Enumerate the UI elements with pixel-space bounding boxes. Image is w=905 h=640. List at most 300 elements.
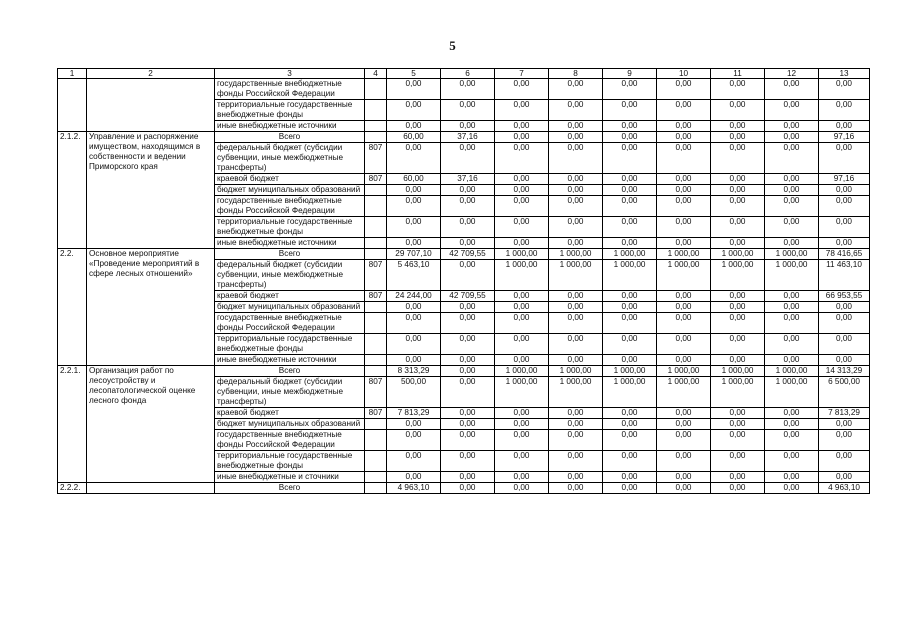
amount-cell: 0,00	[765, 355, 819, 366]
amount-cell: 66 953,55	[819, 291, 870, 302]
amount-cell: 0,00	[711, 483, 765, 494]
funding-source-cell: Всего	[215, 249, 365, 260]
amount-cell: 0,00	[495, 121, 549, 132]
amount-cell: 0,00	[657, 196, 711, 217]
amount-cell: 0,00	[549, 79, 603, 100]
amount-cell: 0,00	[549, 217, 603, 238]
item-name-cell: Управление и распоряжение имуществом, находящимся в собственности и ведении Приморского края	[87, 132, 215, 249]
budget-code-cell	[365, 313, 387, 334]
amount-cell: 0,00	[819, 143, 870, 174]
amount-cell: 0,00	[549, 291, 603, 302]
column-header: 4	[365, 69, 387, 79]
budget-code-cell	[365, 334, 387, 355]
amount-cell: 0,00	[765, 302, 819, 313]
amount-cell: 0,00	[387, 217, 441, 238]
amount-cell: 0,00	[765, 430, 819, 451]
amount-cell: 0,00	[495, 196, 549, 217]
amount-cell: 0,00	[657, 334, 711, 355]
amount-cell: 0,00	[603, 302, 657, 313]
table-row	[58, 366, 870, 377]
amount-cell: 0,00	[441, 451, 495, 472]
budget-code-cell	[365, 132, 387, 143]
amount-cell: 0,00	[603, 143, 657, 174]
amount-cell: 4 963,10	[819, 483, 870, 494]
amount-cell: 0,00	[765, 334, 819, 355]
amount-cell: 0,00	[765, 185, 819, 196]
amount-cell: 1 000,00	[657, 249, 711, 260]
amount-cell: 0,00	[603, 238, 657, 249]
funding-source-cell: бюджет муниципальных образований	[215, 419, 365, 430]
amount-cell: 0,00	[549, 100, 603, 121]
amount-cell: 0,00	[441, 196, 495, 217]
amount-cell: 0,00	[711, 79, 765, 100]
amount-cell: 0,00	[657, 313, 711, 334]
amount-cell: 0,00	[549, 132, 603, 143]
amount-cell: 0,00	[495, 79, 549, 100]
amount-cell: 0,00	[765, 196, 819, 217]
amount-cell: 0,00	[711, 291, 765, 302]
amount-cell: 0,00	[657, 121, 711, 132]
amount-cell: 0,00	[765, 100, 819, 121]
amount-cell: 0,00	[441, 302, 495, 313]
budget-code-cell	[365, 79, 387, 100]
amount-cell: 0,00	[711, 100, 765, 121]
amount-cell: 0,00	[603, 132, 657, 143]
amount-cell: 0,00	[657, 100, 711, 121]
amount-cell: 24 244,00	[387, 291, 441, 302]
amount-cell: 0,00	[711, 408, 765, 419]
budget-code-cell: 807	[365, 260, 387, 291]
amount-cell: 0,00	[495, 355, 549, 366]
amount-cell: 0,00	[495, 408, 549, 419]
amount-cell: 0,00	[549, 472, 603, 483]
amount-cell: 0,00	[441, 419, 495, 430]
budget-code-cell	[365, 302, 387, 313]
amount-cell: 0,00	[765, 217, 819, 238]
item-number-cell: 2.2.2.	[58, 483, 87, 494]
amount-cell: 0,00	[819, 196, 870, 217]
amount-cell: 0,00	[549, 334, 603, 355]
amount-cell: 500,00	[387, 377, 441, 408]
amount-cell: 0,00	[495, 430, 549, 451]
amount-cell: 0,00	[765, 121, 819, 132]
amount-cell: 14 313,29	[819, 366, 870, 377]
amount-cell: 0,00	[495, 451, 549, 472]
amount-cell: 0,00	[603, 185, 657, 196]
amount-cell: 0,00	[387, 100, 441, 121]
amount-cell: 0,00	[657, 408, 711, 419]
column-header: 3	[215, 69, 365, 79]
amount-cell: 0,00	[495, 291, 549, 302]
amount-cell: 0,00	[603, 291, 657, 302]
amount-cell: 0,00	[711, 419, 765, 430]
column-number-row	[58, 69, 870, 79]
column-header: 13	[819, 69, 870, 79]
amount-cell: 0,00	[765, 238, 819, 249]
amount-cell: 0,00	[549, 143, 603, 174]
amount-cell: 0,00	[765, 143, 819, 174]
amount-cell: 0,00	[765, 313, 819, 334]
amount-cell: 1 000,00	[495, 366, 549, 377]
amount-cell: 0,00	[765, 174, 819, 185]
amount-cell: 0,00	[549, 313, 603, 334]
column-header: 8	[549, 69, 603, 79]
amount-cell: 0,00	[387, 79, 441, 100]
amount-cell: 0,00	[765, 132, 819, 143]
amount-cell: 0,00	[657, 302, 711, 313]
amount-cell: 0,00	[495, 483, 549, 494]
funding-source-cell: территориальные государственные внебюджетные фонды	[215, 217, 365, 238]
amount-cell: 0,00	[765, 472, 819, 483]
column-header: 5	[387, 69, 441, 79]
amount-cell: 1 000,00	[495, 377, 549, 408]
amount-cell: 1 000,00	[549, 366, 603, 377]
amount-cell: 0,00	[765, 483, 819, 494]
amount-cell: 0,00	[711, 174, 765, 185]
amount-cell: 0,00	[819, 121, 870, 132]
amount-cell: 1 000,00	[657, 366, 711, 377]
amount-cell: 0,00	[711, 451, 765, 472]
budget-code-cell: 807	[365, 174, 387, 185]
amount-cell: 0,00	[387, 334, 441, 355]
amount-cell: 0,00	[441, 217, 495, 238]
amount-cell: 0,00	[819, 302, 870, 313]
amount-cell: 0,00	[603, 217, 657, 238]
amount-cell: 0,00	[711, 132, 765, 143]
amount-cell: 0,00	[657, 143, 711, 174]
amount-cell: 0,00	[765, 79, 819, 100]
amount-cell: 1 000,00	[711, 377, 765, 408]
amount-cell: 0,00	[441, 238, 495, 249]
amount-cell: 0,00	[441, 79, 495, 100]
amount-cell: 0,00	[495, 302, 549, 313]
amount-cell: 78 416,65	[819, 249, 870, 260]
amount-cell: 1 000,00	[549, 377, 603, 408]
amount-cell: 0,00	[657, 174, 711, 185]
amount-cell: 0,00	[765, 451, 819, 472]
column-header: 6	[441, 69, 495, 79]
column-header: 2	[87, 69, 215, 79]
amount-cell: 0,00	[711, 472, 765, 483]
amount-cell: 1 000,00	[495, 249, 549, 260]
amount-cell: 0,00	[711, 196, 765, 217]
amount-cell: 0,00	[387, 302, 441, 313]
amount-cell: 0,00	[441, 355, 495, 366]
funding-source-cell: бюджет муниципальных образований	[215, 302, 365, 313]
amount-cell: 1 000,00	[657, 260, 711, 291]
amount-cell: 0,00	[711, 430, 765, 451]
amount-cell: 0,00	[603, 100, 657, 121]
amount-cell: 0,00	[603, 121, 657, 132]
budget-code-cell: 807	[365, 143, 387, 174]
funding-source-cell: иные внебюджетные источники	[215, 238, 365, 249]
column-header: 9	[603, 69, 657, 79]
funding-source-cell: федеральный бюджет (субсидии субвенции, иные межбюджетные трансферты)	[215, 143, 365, 174]
amount-cell: 1 000,00	[711, 366, 765, 377]
funding-source-cell: государственные внебюджетные фонды Российской Федерации	[215, 79, 365, 100]
amount-cell: 0,00	[441, 377, 495, 408]
amount-cell: 0,00	[495, 185, 549, 196]
budget-code-cell	[365, 100, 387, 121]
budget-table	[57, 68, 870, 494]
budget-code-cell	[365, 366, 387, 377]
amount-cell: 1 000,00	[603, 249, 657, 260]
amount-cell: 0,00	[495, 100, 549, 121]
amount-cell: 0,00	[441, 143, 495, 174]
budget-code-cell: 807	[365, 377, 387, 408]
budget-code-cell	[365, 185, 387, 196]
amount-cell: 0,00	[819, 238, 870, 249]
amount-cell: 1 000,00	[603, 366, 657, 377]
amount-cell: 0,00	[549, 451, 603, 472]
budget-table-body	[58, 79, 870, 494]
budget-code-cell	[365, 217, 387, 238]
funding-source-cell: бюджет муниципальных образований	[215, 185, 365, 196]
amount-cell: 0,00	[387, 472, 441, 483]
table-row	[58, 249, 870, 260]
amount-cell: 0,00	[495, 313, 549, 334]
amount-cell: 0,00	[387, 313, 441, 334]
amount-cell: 0,00	[549, 419, 603, 430]
amount-cell: 0,00	[387, 143, 441, 174]
amount-cell: 0,00	[387, 238, 441, 249]
amount-cell: 0,00	[603, 313, 657, 334]
funding-source-cell: иные внебюджетные и сточники	[215, 472, 365, 483]
amount-cell: 0,00	[387, 121, 441, 132]
amount-cell: 0,00	[549, 185, 603, 196]
amount-cell: 0,00	[495, 334, 549, 355]
amount-cell: 0,00	[549, 238, 603, 249]
amount-cell: 0,00	[711, 313, 765, 334]
item-number-cell: 2.2.	[58, 249, 87, 366]
budget-code-cell: 807	[365, 291, 387, 302]
page-number: 5	[449, 38, 456, 53]
funding-source-cell: территориальные государственные внебюджетные фонды	[215, 451, 365, 472]
amount-cell: 0,00	[819, 355, 870, 366]
amount-cell: 0,00	[603, 174, 657, 185]
funding-source-cell: иные внебюджетные источники	[215, 355, 365, 366]
item-number-cell: 2.1.2.	[58, 132, 87, 249]
amount-cell: 0,00	[441, 334, 495, 355]
amount-cell: 0,00	[657, 451, 711, 472]
amount-cell: 0,00	[603, 430, 657, 451]
amount-cell: 0,00	[657, 291, 711, 302]
amount-cell: 0,00	[495, 419, 549, 430]
funding-source-cell: краевой бюджет	[215, 408, 365, 419]
amount-cell: 0,00	[603, 419, 657, 430]
amount-cell: 0,00	[657, 79, 711, 100]
budget-code-cell	[365, 355, 387, 366]
amount-cell: 0,00	[387, 185, 441, 196]
budget-code-cell	[365, 483, 387, 494]
funding-source-cell: государственные внебюджетные фонды Российской Федерации	[215, 430, 365, 451]
amount-cell: 0,00	[765, 419, 819, 430]
amount-cell: 0,00	[819, 313, 870, 334]
amount-cell: 0,00	[549, 302, 603, 313]
amount-cell: 0,00	[819, 472, 870, 483]
column-header: 12	[765, 69, 819, 79]
amount-cell: 42 709,55	[441, 291, 495, 302]
amount-cell: 1 000,00	[765, 366, 819, 377]
budget-code-cell	[365, 419, 387, 430]
amount-cell: 0,00	[387, 196, 441, 217]
amount-cell: 60,00	[387, 132, 441, 143]
column-header: 1	[58, 69, 87, 79]
budget-code-cell	[365, 238, 387, 249]
amount-cell: 0,00	[549, 196, 603, 217]
amount-cell: 0,00	[657, 430, 711, 451]
amount-cell: 1 000,00	[549, 249, 603, 260]
amount-cell: 42 709,55	[441, 249, 495, 260]
amount-cell: 0,00	[441, 260, 495, 291]
amount-cell: 7 813,29	[387, 408, 441, 419]
amount-cell: 0,00	[495, 472, 549, 483]
amount-cell: 0,00	[819, 185, 870, 196]
budget-code-cell	[365, 472, 387, 483]
item-name-cell	[87, 483, 215, 494]
amount-cell: 0,00	[441, 430, 495, 451]
amount-cell: 0,00	[819, 430, 870, 451]
amount-cell: 0,00	[657, 355, 711, 366]
amount-cell: 0,00	[387, 355, 441, 366]
funding-source-cell: иные внебюджетные источники	[215, 121, 365, 132]
funding-source-cell: федеральный бюджет (субсидии субвенции, иные межбюджетные трансферты)	[215, 377, 365, 408]
amount-cell: 0,00	[549, 408, 603, 419]
amount-cell: 0,00	[819, 419, 870, 430]
item-number-cell	[58, 79, 87, 132]
amount-cell: 0,00	[603, 483, 657, 494]
amount-cell: 1 000,00	[603, 260, 657, 291]
amount-cell: 11 463,10	[819, 260, 870, 291]
budget-code-cell	[365, 249, 387, 260]
amount-cell: 0,00	[819, 451, 870, 472]
amount-cell: 0,00	[603, 472, 657, 483]
amount-cell: 37,16	[441, 132, 495, 143]
amount-cell: 0,00	[711, 238, 765, 249]
amount-cell: 0,00	[711, 334, 765, 355]
budget-code-cell	[365, 121, 387, 132]
amount-cell: 0,00	[549, 355, 603, 366]
amount-cell: 0,00	[441, 185, 495, 196]
funding-source-cell: федеральный бюджет (субсидии субвенции, иные межбюджетные трансферты)	[215, 260, 365, 291]
item-name-cell: Организация работ по лесоустройству и лесопатологической оценке лесного фонда	[87, 366, 215, 483]
budget-code-cell: 807	[365, 408, 387, 419]
funding-source-cell: Всего	[215, 366, 365, 377]
table-row	[58, 483, 870, 494]
amount-cell: 0,00	[657, 185, 711, 196]
amount-cell: 0,00	[819, 334, 870, 355]
amount-cell: 0,00	[387, 430, 441, 451]
amount-cell: 1 000,00	[711, 260, 765, 291]
amount-cell: 0,00	[657, 238, 711, 249]
budget-code-cell	[365, 196, 387, 217]
amount-cell: 5 463,10	[387, 260, 441, 291]
amount-cell: 0,00	[819, 100, 870, 121]
amount-cell: 0,00	[441, 366, 495, 377]
amount-cell: 0,00	[819, 79, 870, 100]
funding-source-cell: государственные внебюджетные фонды Российской Федерации	[215, 313, 365, 334]
amount-cell: 0,00	[657, 132, 711, 143]
amount-cell: 0,00	[711, 143, 765, 174]
amount-cell: 0,00	[441, 472, 495, 483]
funding-source-cell: краевой бюджет	[215, 174, 365, 185]
column-header: 7	[495, 69, 549, 79]
amount-cell: 1 000,00	[495, 260, 549, 291]
amount-cell: 0,00	[819, 217, 870, 238]
column-header: 10	[657, 69, 711, 79]
amount-cell: 0,00	[765, 408, 819, 419]
amount-cell: 0,00	[603, 79, 657, 100]
amount-cell: 4 963,10	[387, 483, 441, 494]
amount-cell: 60,00	[387, 174, 441, 185]
amount-cell: 0,00	[387, 451, 441, 472]
amount-cell: 0,00	[441, 483, 495, 494]
amount-cell: 0,00	[549, 174, 603, 185]
funding-source-cell: территориальные государственные внебюджетные фонды	[215, 100, 365, 121]
amount-cell: 1 000,00	[657, 377, 711, 408]
amount-cell: 97,16	[819, 132, 870, 143]
funding-source-cell: государственные внебюджетные фонды Российской Федерации	[215, 196, 365, 217]
amount-cell: 0,00	[387, 419, 441, 430]
funding-source-cell: территориальные государственные внебюджетные фонды	[215, 334, 365, 355]
amount-cell: 1 000,00	[765, 377, 819, 408]
budget-code-cell	[365, 430, 387, 451]
amount-cell: 0,00	[765, 291, 819, 302]
item-name-cell: Основное мероприятие «Проведение мероприятий в сфере лесных отношений»	[87, 249, 215, 366]
funding-source-cell: Всего	[215, 483, 365, 494]
amount-cell: 0,00	[549, 121, 603, 132]
amount-cell: 8 313,29	[387, 366, 441, 377]
item-name-cell	[87, 79, 215, 132]
amount-cell: 1 000,00	[765, 249, 819, 260]
amount-cell: 0,00	[603, 355, 657, 366]
amount-cell: 0,00	[495, 217, 549, 238]
amount-cell: 0,00	[657, 419, 711, 430]
amount-cell: 0,00	[495, 143, 549, 174]
amount-cell: 0,00	[495, 174, 549, 185]
funding-source-cell: Всего	[215, 132, 365, 143]
amount-cell: 37,16	[441, 174, 495, 185]
amount-cell: 0,00	[603, 334, 657, 355]
amount-cell: 0,00	[441, 313, 495, 334]
amount-cell: 0,00	[657, 483, 711, 494]
amount-cell: 0,00	[657, 217, 711, 238]
table-row	[58, 79, 870, 100]
amount-cell: 0,00	[711, 355, 765, 366]
amount-cell: 7 813,29	[819, 408, 870, 419]
table-row	[58, 132, 870, 143]
amount-cell: 0,00	[441, 100, 495, 121]
amount-cell: 0,00	[441, 121, 495, 132]
amount-cell: 0,00	[711, 217, 765, 238]
budget-code-cell	[365, 451, 387, 472]
amount-cell: 0,00	[495, 238, 549, 249]
amount-cell: 0,00	[711, 121, 765, 132]
amount-cell: 0,00	[603, 196, 657, 217]
amount-cell: 1 000,00	[603, 377, 657, 408]
funding-source-cell: краевой бюджет	[215, 291, 365, 302]
amount-cell: 1 000,00	[549, 260, 603, 291]
amount-cell: 0,00	[441, 408, 495, 419]
amount-cell: 6 500,00	[819, 377, 870, 408]
amount-cell: 0,00	[549, 430, 603, 451]
column-header: 11	[711, 69, 765, 79]
amount-cell: 29 707,10	[387, 249, 441, 260]
amount-cell: 0,00	[603, 408, 657, 419]
amount-cell: 0,00	[711, 302, 765, 313]
amount-cell: 1 000,00	[765, 260, 819, 291]
amount-cell: 0,00	[549, 483, 603, 494]
